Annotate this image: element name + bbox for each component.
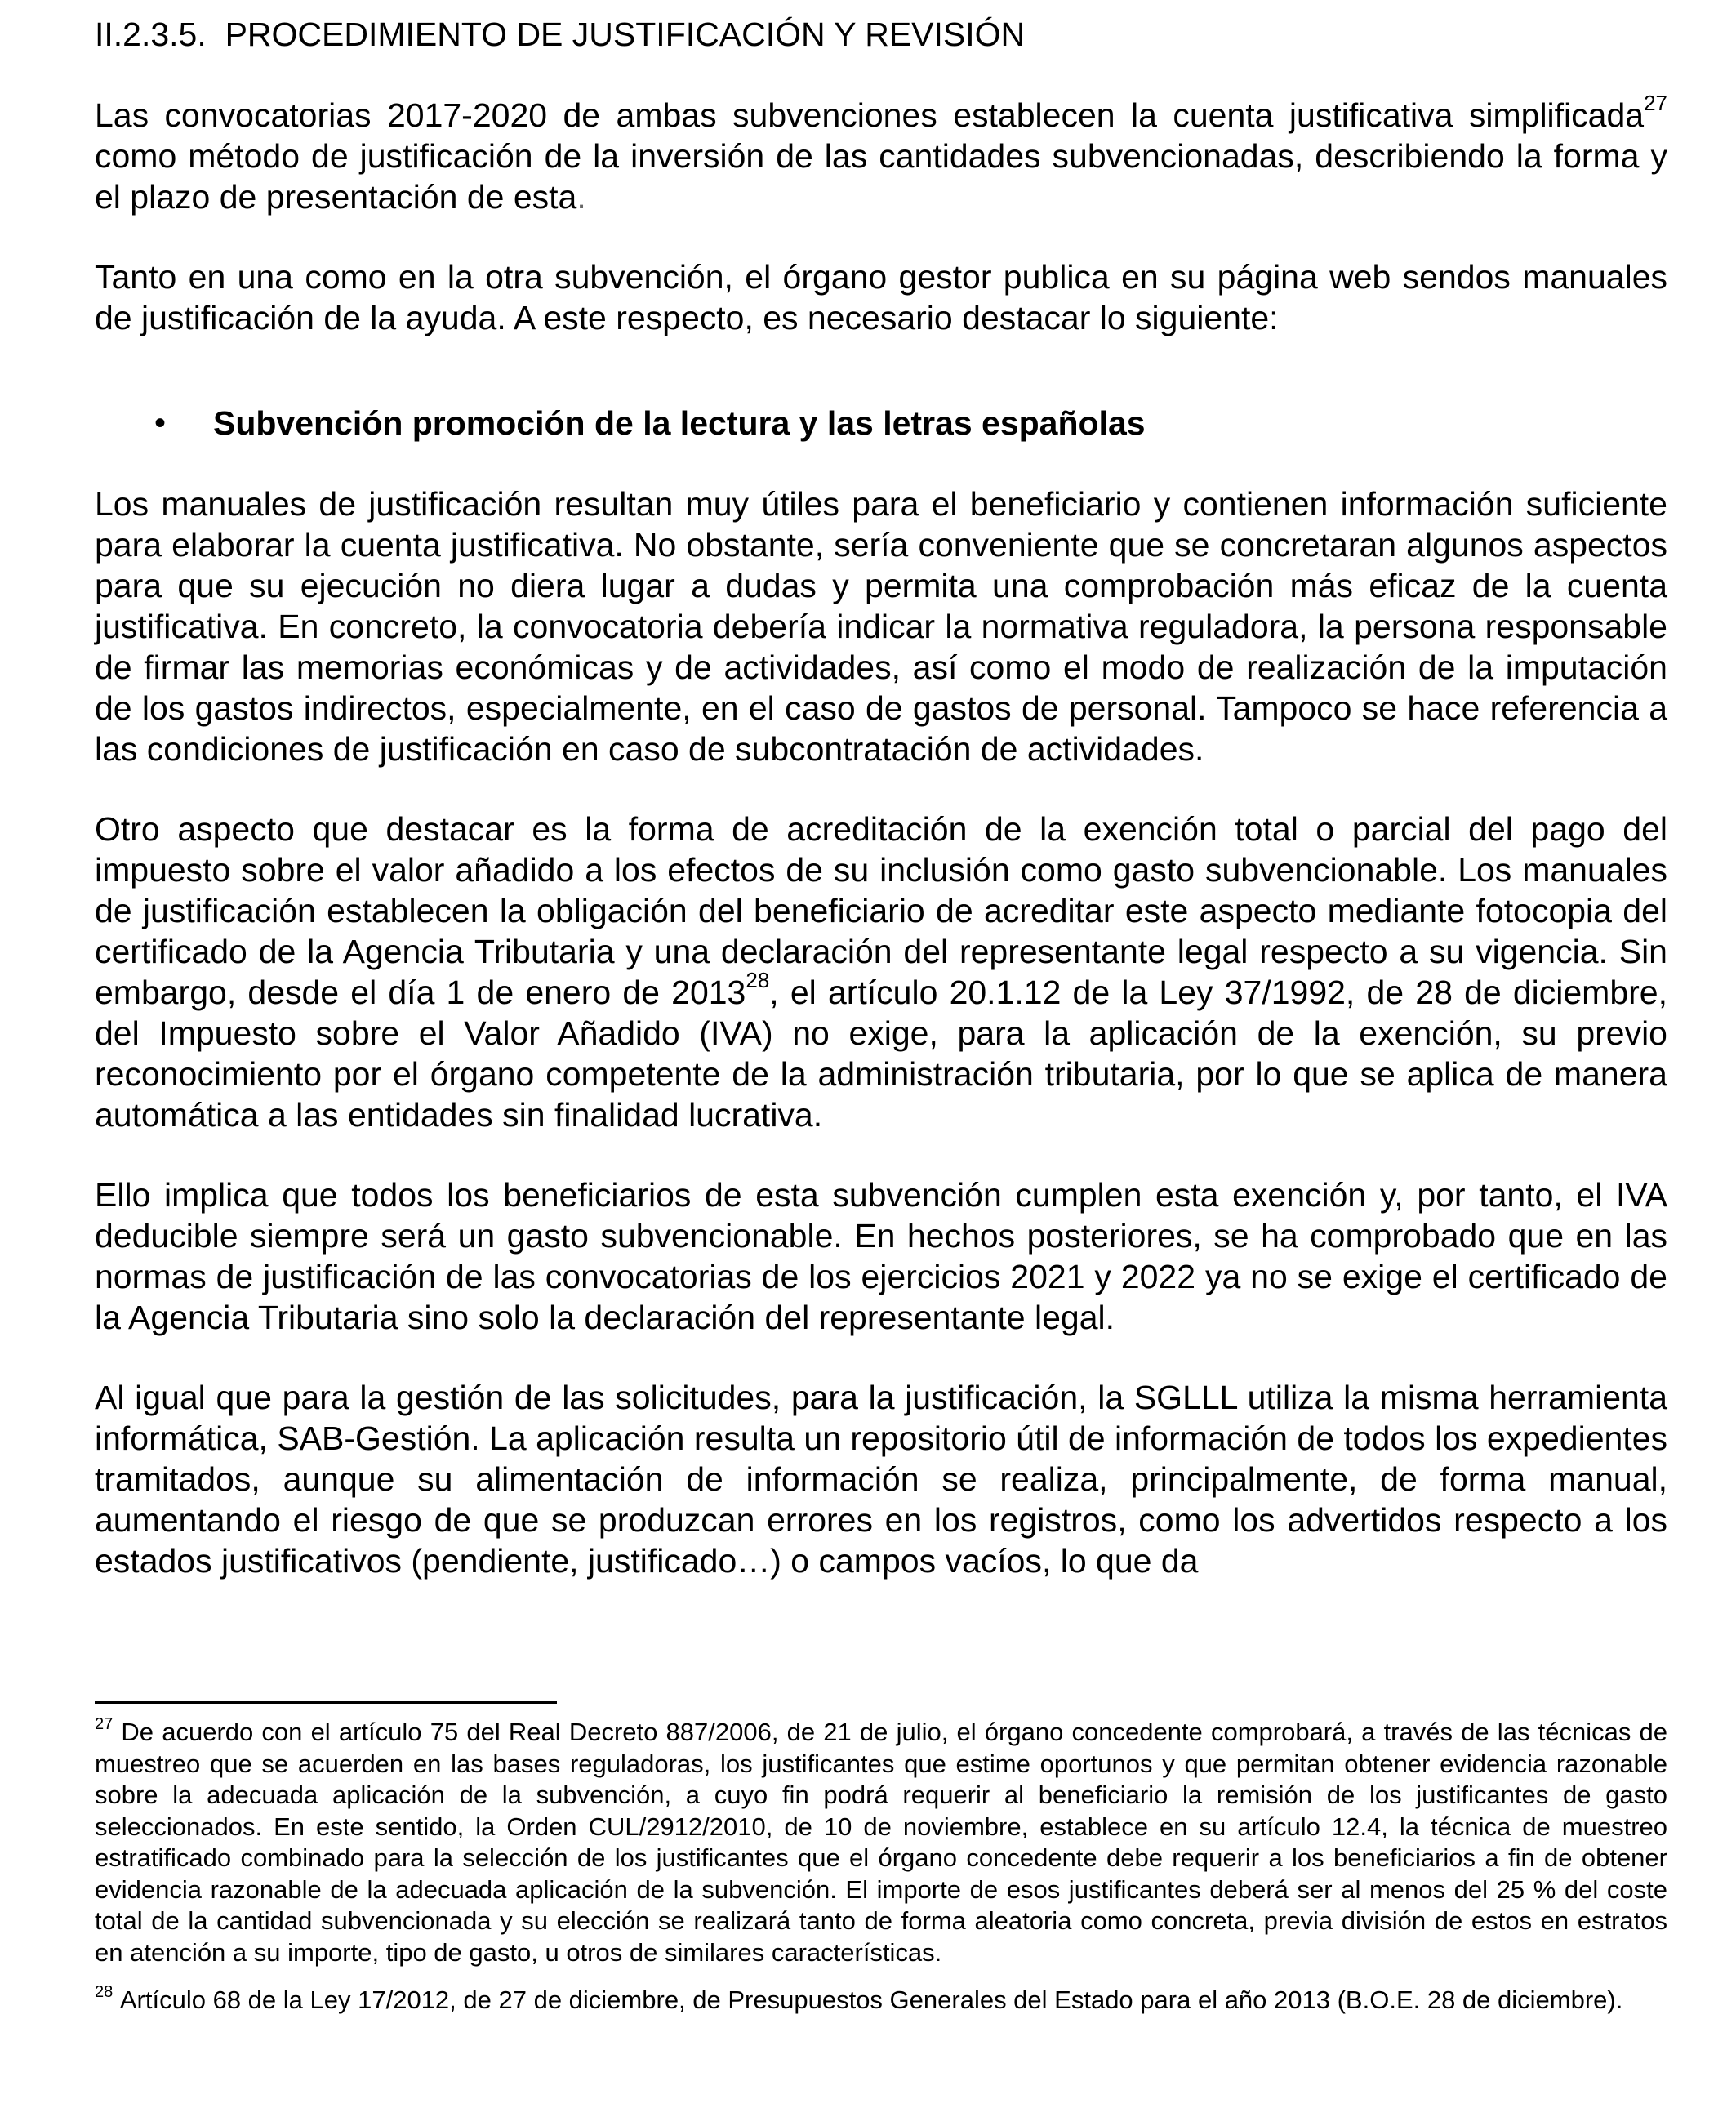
bullet-item — [95, 402, 1667, 444]
footnote-number: 28 — [95, 1983, 114, 2001]
footnotes — [95, 1717, 1667, 2033]
section-number: II.2.3.5. — [95, 16, 207, 53]
paragraph-1-text-a: Las convocatorias 2017-2020 de ambas subvenciones establecen la cuenta justificativa simplificada — [95, 96, 1645, 134]
paragraph-2: Tanto en una como en la otra subvención, el órgano gestor publica en su página web sendos manuales de justificación de la ayuda. A este respecto, es necesario destacar lo siguiente: — [95, 258, 1667, 336]
document-body — [95, 11, 1667, 1581]
footnote-number: 27 — [95, 1715, 114, 1733]
paragraph-1-period: . — [576, 178, 586, 216]
section-title: PROCEDIMIENTO DE JUSTIFICACIÓN Y REVISIÓN — [225, 16, 1026, 53]
paragraph-1-text-b: como método de justificación de la inversión de las cantidades subvencionadas, describiendo la forma y el plazo de presentación de esta — [95, 137, 1667, 216]
paragraph-1 — [95, 91, 1667, 217]
paragraph-3: Los manuales de justificación resultan muy útiles para el beneficiario y contienen información suficiente para elaborar la cuenta justificativa. No obstante, sería conveniente que se concretaran algunos aspectos para que su ejecución no diera lugar a dudas y permita una comprobación más eficaz de la cuenta justificativa. En concreto, la convocatoria debería indicar la normativa reguladora, la persona responsable de firmar las memorias económicas y de actividades, así como el modo de realización de la imputación de los gastos indirectos, especialmente, en el caso de gastos de personal. Tampoco se hace referencia a las condiciones de justificación en caso de subcontratación de actividades. — [95, 485, 1667, 768]
footnote-27 — [95, 1717, 1667, 1968]
paragraph-4-text-b: , el artículo 20.1.12 de la Ley 37/1992, de 28 de diciembre, del Impuesto sobre el Valor Añadido (IVA) no exige, para la aplicación de la exención, su previo reconocimiento por el órgano competente de la administración tributaria, por lo que se aplica de manera automática a las entidades sin finalidad lucrativa. — [95, 974, 1667, 1134]
footnote-text: Artículo 68 de la Ley 17/2012, de 27 de diciembre, de Presupuestos Generales del Estado para el año 2013 (B.O.E. 28 de diciembre). — [119, 1986, 1623, 2014]
section-heading — [95, 11, 1667, 57]
bullet-icon: • — [154, 405, 167, 441]
paragraph-4 — [95, 809, 1667, 1135]
paragraph-4-text-a: Otro aspecto que destacar es la forma de acreditación de la exención total o parcial del pago del impuesto sobre el valor añadido a los efectos de su inclusión como gasto subvencionable. Los manuales de justificación establecen la obligación del beneficiario de acreditar este aspecto mediante fotocopia del certificado de la Agencia Tributaria y una declaración del representante legal respecto a su vigencia. Sin embargo, desde el día 1 de enero de 2013 — [95, 810, 1667, 1011]
footnote-ref-28[interactable]: 28 — [746, 968, 770, 992]
footnote-ref-27[interactable]: 27 — [1644, 91, 1667, 115]
paragraph-6: Al igual que para la gestión de las solicitudes, para la justificación, la SGLLL utiliza la misma herramienta informática, SAB-Gestión. La aplicación resulta un repositorio útil de información de todos los expedientes tramitados, aunque su alimentación de información se realiza, principalmente, de forma manual, aumentando el riesgo de que se produzcan errores en los registros, como los advertidos respecto a los estados justificativos (pendiente, justificado…) o campos vacíos, lo que da — [95, 1379, 1667, 1580]
bullet-heading: Subvención promoción de la lectura y las letras españolas — [213, 404, 1146, 442]
footnote-28 — [95, 1985, 1667, 2017]
paragraph-5: Ello implica que todos los beneficiarios de esta subvención cumplen esta exención y, por tanto, el IVA deducible siempre será un gasto subvencionable. En hechos posteriores, se ha comprobado que en las normas de justificación de las convocatorias de los ejercicios 2021 y 2022 ya no se exige el certificado de la Agencia Tributaria sino solo la declaración del representante legal. — [95, 1176, 1667, 1336]
footnote-separator — [95, 1701, 557, 1704]
footnote-text: De acuerdo con el artículo 75 del Real Decreto 887/2006, de 21 de julio, el órgano concedente comprobará, a través de las técnicas de muestreo que se acuerden en las bases reguladoras, los justificantes que estime oportunos y que permitan obtener evidencia razonable sobre la adecuada aplicación de la subvención, a cuyo fin podrá requerir al beneficiario la remisión de los justificantes de gasto seleccionados. En este sentido, la Orden CUL/2912/2010, de 10 de noviembre, establece en su artículo 12.4, la técnica de muestreo estratificado combinado para la selección de los justificantes que el órgano concedente debe requerir a los beneficiarios a fin de obtener evidencia razonable de la adecuada aplicación de la subvención. El importe de esos justificantes deberá ser al menos del 25 % del coste total de la cantidad subvencionada y su elección se realizará tanto de forma aleatoria como concreta, previa división de estos en estratos en atención a su importe, tipo de gasto, u otros de similares características. — [95, 1718, 1667, 1967]
